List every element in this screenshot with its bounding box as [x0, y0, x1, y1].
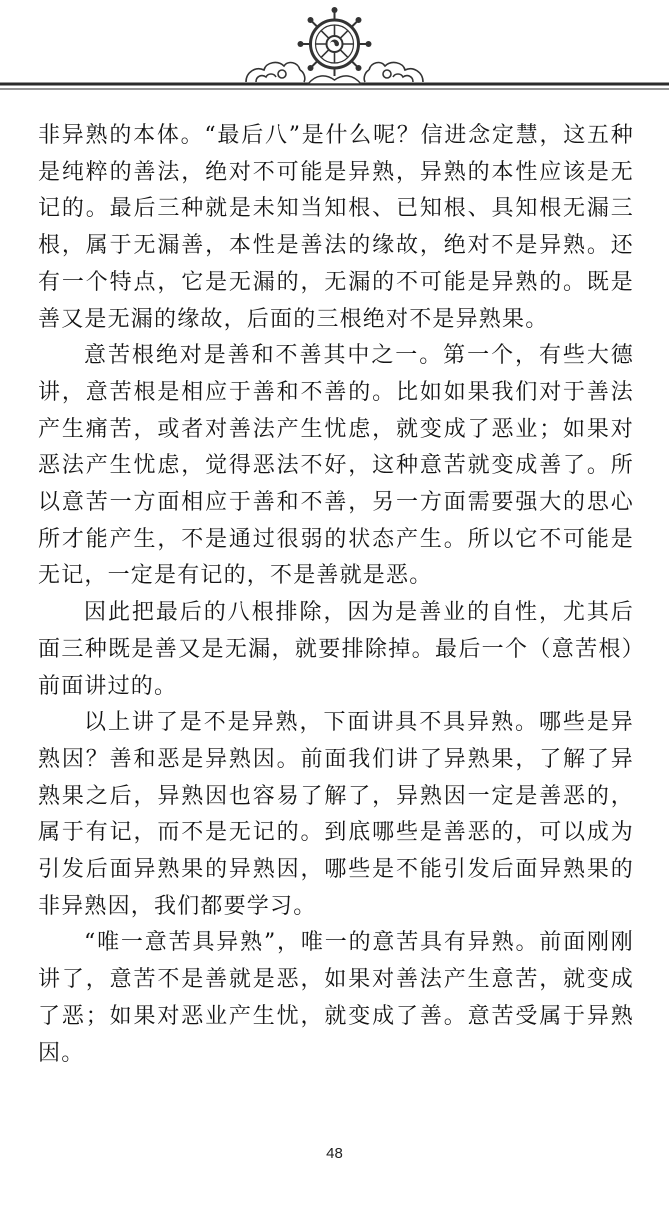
auspicious-cloud-icon [364, 63, 423, 82]
page-header [0, 0, 669, 100]
paragraph: “唯一意苦具异熟”，唯一的意苦具有异熟。前面刚刚讲了，意苦不是善就是恶，如果对善法产生意苦，就变成了恶；如果对恶业产生忧，就变成了善。意苦受属于异熟因。 [38, 930, 634, 1066]
paragraph: 意苦根绝对是善和不善其中之一。第一个，有些大德讲，意苦根是相应于善和不善的。比如如果我们对于善法产生痛苦，或者对善法产生忧虑，就变成了恶业；如果对恶法产生忧虑，觉得恶法不好，这种意苦就变成善了。所以意苦一方面相应于善和不善，另一方面需要强大的思心所才能产生，不是通过很弱的状态产生。所以它不可能是无记，一定是有记的，不是善就是恶。 [38, 343, 634, 589]
paragraph: 非异熟的本体。“最后八”是什么呢？信进念定慧，这五种是纯粹的善法，绝对不可能是异熟，异熟的本性应该是无记的。最后三种就是未知当知根、已知根、具知根无漏三根，属于无漏善，本性是善法的缘故，绝对不是异熟。还有一个特点，它是无漏的，无漏的不可能是异熟的。既是善又是无漏的缘故，后面的三根绝对不是异熟果。 [38, 123, 634, 332]
auspicious-cloud-icon [246, 63, 305, 82]
header-ornament [0, 0, 669, 100]
dharma-wheel-icon [298, 7, 372, 84]
page-body [38, 118, 634, 1072]
paragraph: 因此把最后的八根排除，因为是善业的自性，尤其后面三种既是善又是无漏，就要排除掉。最后一个（意苦根）前面讲过的。 [38, 600, 634, 699]
paragraph: 以上讲了是不是异熟，下面讲具不具异熟。哪些是异熟因？善和恶是异熟因。前面我们讲了异熟果，了解了异熟果之后，异熟因也容易了解了，异熟因一定是善恶的，属于有记，而不是无记的。到底哪些是善恶的，可以成为引发后面异熟果的异熟因，哪些是不能引发后面异熟果的非异熟因，我们都要学习。 [38, 710, 634, 919]
page-number: 48 [326, 1145, 343, 1162]
